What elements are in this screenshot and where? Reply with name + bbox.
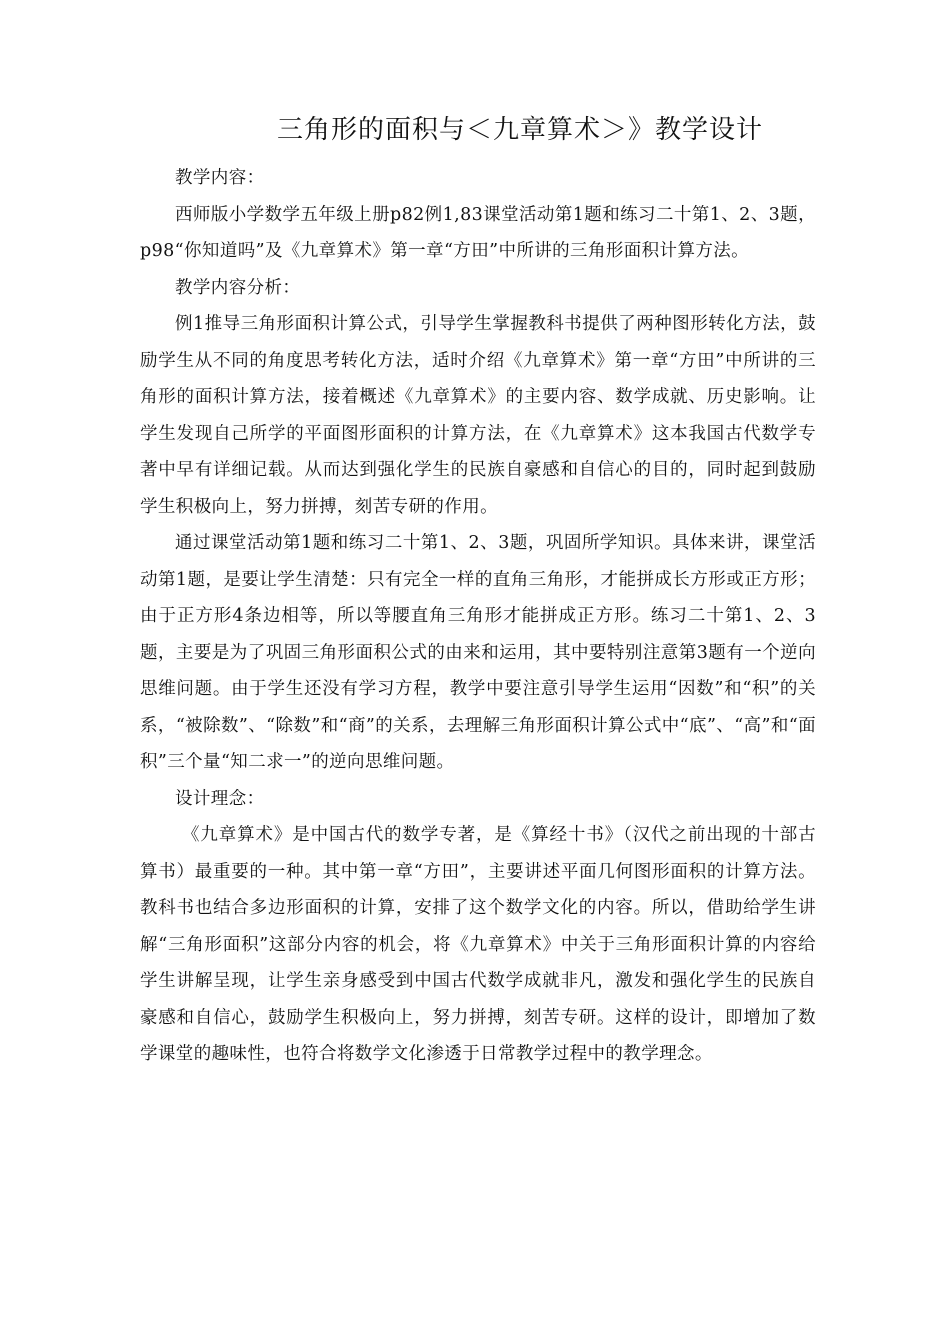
section-heading-design-concept: 设计理念： xyxy=(175,788,265,809)
document-title: 三角形的面积与＜九章算术＞》教学设计 xyxy=(276,115,763,145)
paragraph-design-concept: 《九章算术》是中国古代的数学专著，是《算经十书》（汉代之前出现的十部古算书）最重要的一种。其中第一章“方田”，主要讲述平面几何图形面积的计算方法。教科书也结合多边形面积的计算，安排了这个数学文化的内容。所以，借助给学生讲解“三角形面积”这部分内容的机会，将《九章算术》中关于三角形面积计算的内容给学生讲解呈现，让学生亲身感受到中国古代数学成就非凡，激发和强化学生的民族自豪感和自信心，鼓励学生积极向上，努力拼搏，刻苦专研。这样的设计，即增加了数学课堂的趣味性，也符合将数学文化渗透于日常教学过程中的教学理念。 xyxy=(140,825,816,1064)
section-heading-teaching-content: 教学内容： xyxy=(175,168,265,188)
document-body xyxy=(140,160,816,1073)
paragraph-analysis-activities: 通过课堂活动第1题和练习二十第1、2、3题，巩固所学知识。具体来讲，课堂活动第1题，是要让学生清楚：只有完全一样的直角三角形，才能拼成长方形或正方形；由于正方形4条边相等，所以等腰直角三角形才能拼成正方形。练习二十第1、2、3题，主要是为了巩固三角形面积公式的由来和运用，其中要特别注意第3题有一个逆向思维问题。由于学生还没有学习方程，教学中要注意引导学生运用“因数”和“积”的关系，“被除数”、“除数”和“商”的关系，去理解三角形面积计算公式中“底”、“高”和“面积”三个量“知二求一”的逆向思维问题。 xyxy=(140,533,816,772)
section-heading-content-analysis: 教学内容分析： xyxy=(175,277,301,298)
paragraph-analysis-example: 例1推导三角形面积计算公式，引导学生掌握教科书提供了两种图形转化方法，鼓励学生从不同的角度思考转化方法，适时介绍《九章算术》第一章“方田”中所讲的三角形的面积计算方法，接着概述《九章算术》的主要内容、数学成就、历史影响。让学生发现自己所学的平面图形面积的计算方法，在《九章算术》这本我国古代数学专著中早有详细记载。从而达到强化学生的民族自豪感和自信心的目的，同时起到鼓励学生积极向上，努力拼搏，刻苦专研的作用。 xyxy=(140,314,816,517)
paragraph-teaching-content: 西师版小学数学五年级上册p82例1,83课堂活动第1题和练习二十第1、2、3题，p98“你知道吗”及《九章算术》第一章“方田”中所讲的三角形面积计算方法。 xyxy=(140,204,816,261)
